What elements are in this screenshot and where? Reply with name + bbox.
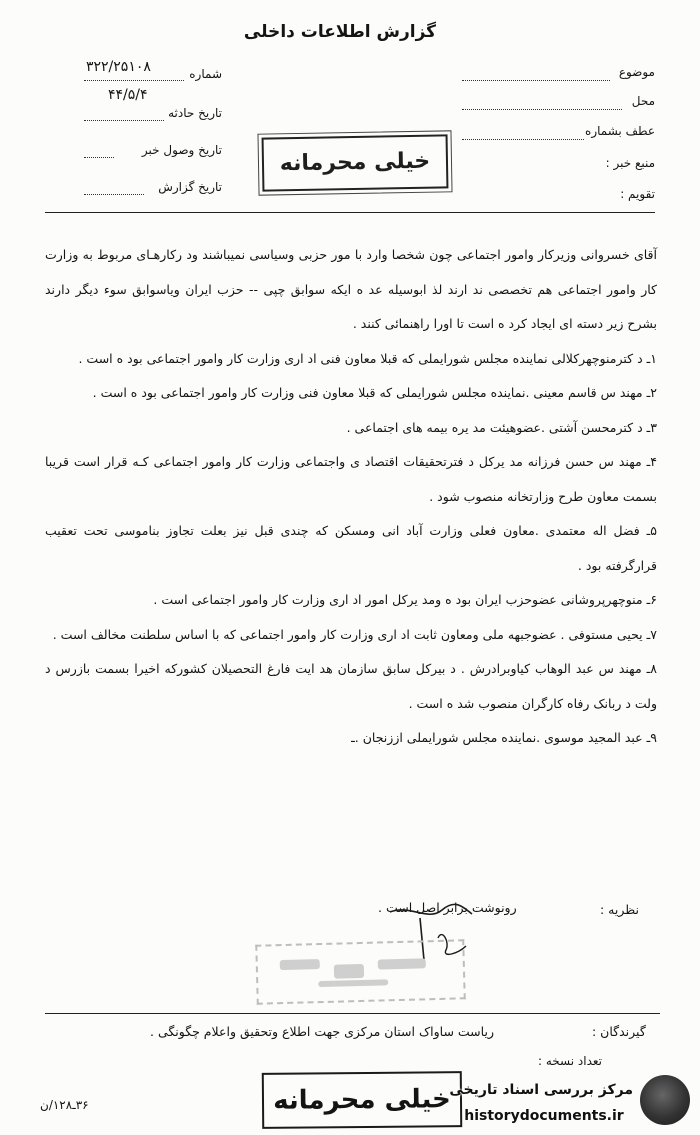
footer-divider	[45, 1013, 660, 1014]
received-date-label: تاریخ وصول خبر	[141, 143, 222, 157]
report-date-line	[84, 194, 144, 195]
recipients-text: ریاست ساواک استان مرکزی جهت اطلاع وتحقیق واعلام چگونگی .	[150, 1024, 494, 1039]
list-item: ۴ـ مهند س حسن فرزانه مد یرکل د فترتحقیقات اقتصاد ی واجتماعی وزارت کار وامور اجتماعی کـه قرار است قریبا بسمت معاون طرح وزارتخانه منصوب شود .	[45, 454, 657, 504]
report-date-label: تاریخ گزارش	[158, 180, 222, 194]
file-code: ۳۶ـ۱۲۸/ن	[40, 1098, 89, 1112]
calendar-label: تقویم :	[620, 187, 655, 201]
reference-label: عطف بشماره	[585, 124, 655, 138]
intro-paragraph: آقای خسروانی وزیرکار وامور اجتماعی چون شخصا وارد با مور حزبی وسیاسی نمیباشند ود رکارهـای مربوط به وزارت کار وامور اجتماعی هم تخصصی ند ارند لذ ابوسیله عد ه ایکه سوابق چپی -- حزب ایران ویاسوابق سوء دیگر دارند بشرح زیر دسته ای ایجاد کرد ه است تا اورا راهنمائی کنند .	[45, 247, 657, 331]
watermark-org: مرکز بررسی اسناد تاریخی	[449, 1082, 633, 1098]
number-label: شماره	[189, 67, 222, 81]
incident-date-label: تاریخ حادثه	[168, 106, 222, 120]
archive-stamp	[255, 939, 465, 1004]
header-divider	[45, 212, 655, 213]
received-date-line	[84, 157, 114, 158]
place-label: محل	[631, 94, 655, 108]
list-item: ۹ـ عبد المجید موسوی .نماینده مجلس شورایملی اززنجان .ـ	[351, 730, 657, 745]
opinion-label: نظریه :	[600, 902, 639, 917]
classification-stamp-bottom: خیلی محرمانه	[262, 1071, 462, 1129]
opinion-text: رونوشت برابر اصل است .	[378, 900, 517, 915]
report-title: گزارش اطلاعات داخلی	[243, 22, 437, 42]
incident-date-value: ۴۴/۵/۴	[108, 87, 148, 103]
archive-logo-icon	[640, 1075, 690, 1125]
list-item: ۵ـ فضل اله معتمدی .معاون فعلی وزارت آباد انی ومسکن که چندی قبل نیز بعلت تجاوز بناموسی تحت تعقیب قرارگرفته بود .	[45, 523, 657, 573]
subject-field-line	[462, 80, 610, 81]
recipients-label: گیرندگان :	[592, 1024, 646, 1039]
number-field-line	[84, 80, 184, 81]
report-body	[45, 238, 657, 756]
list-item: ۱ـ د کترمنوچهرکلالی نماینده مجلس شورایملی که قبلا معاون فنی اد اری وزارت کار وامور اجتماعی بود ه است .	[78, 350, 657, 366]
watermark-site: historydocuments.ir	[464, 1108, 624, 1124]
list-item: ۶ـ منوچهرپروشانی عضوحزب ایران بود ه ومد یرکل امور اد اری وزارت کار وامور اجتماعی است .	[153, 592, 657, 607]
place-field-line	[462, 109, 622, 110]
incident-date-line	[84, 120, 164, 121]
copies-label: تعداد نسخه :	[538, 1054, 603, 1068]
subject-label: موضوع	[618, 65, 655, 79]
list-item: ۲ـ مهند س قاسم معینی .نماینده مجلس شورایملی که قبلا معاون فنی وزارت کار وامور اجتماعی بود ه است .	[92, 385, 657, 400]
list-item: ۸ـ مهند س عبد الوهاب کیاوبرادرش . د بیرکل سابق سازمان هد ایت فارغ التحصیلان کشورکه اخیرا بسمت بازرس د ولت د ربانک رفاه کارگران منصوب شد ه است .	[45, 661, 657, 711]
classification-stamp-top: خیلی محرمانه	[262, 134, 449, 191]
list-item: ۳ـ د کترمحسن آشتی .عضوهیئت مد یره بیمه های اجتماعی .	[346, 419, 657, 435]
source-label: منبع خبر :	[605, 156, 655, 170]
reference-field-line	[462, 139, 584, 140]
list-item: ۷ـ یحیی مستوفی . عضوجبهه ملی ومعاون ثابت اد اری وزارت کار وامور اجتماعی که با اساس سلطنت مخالف است .	[52, 626, 657, 642]
number-value: ۳۲۲/۲۵۱۰۸	[86, 59, 151, 75]
